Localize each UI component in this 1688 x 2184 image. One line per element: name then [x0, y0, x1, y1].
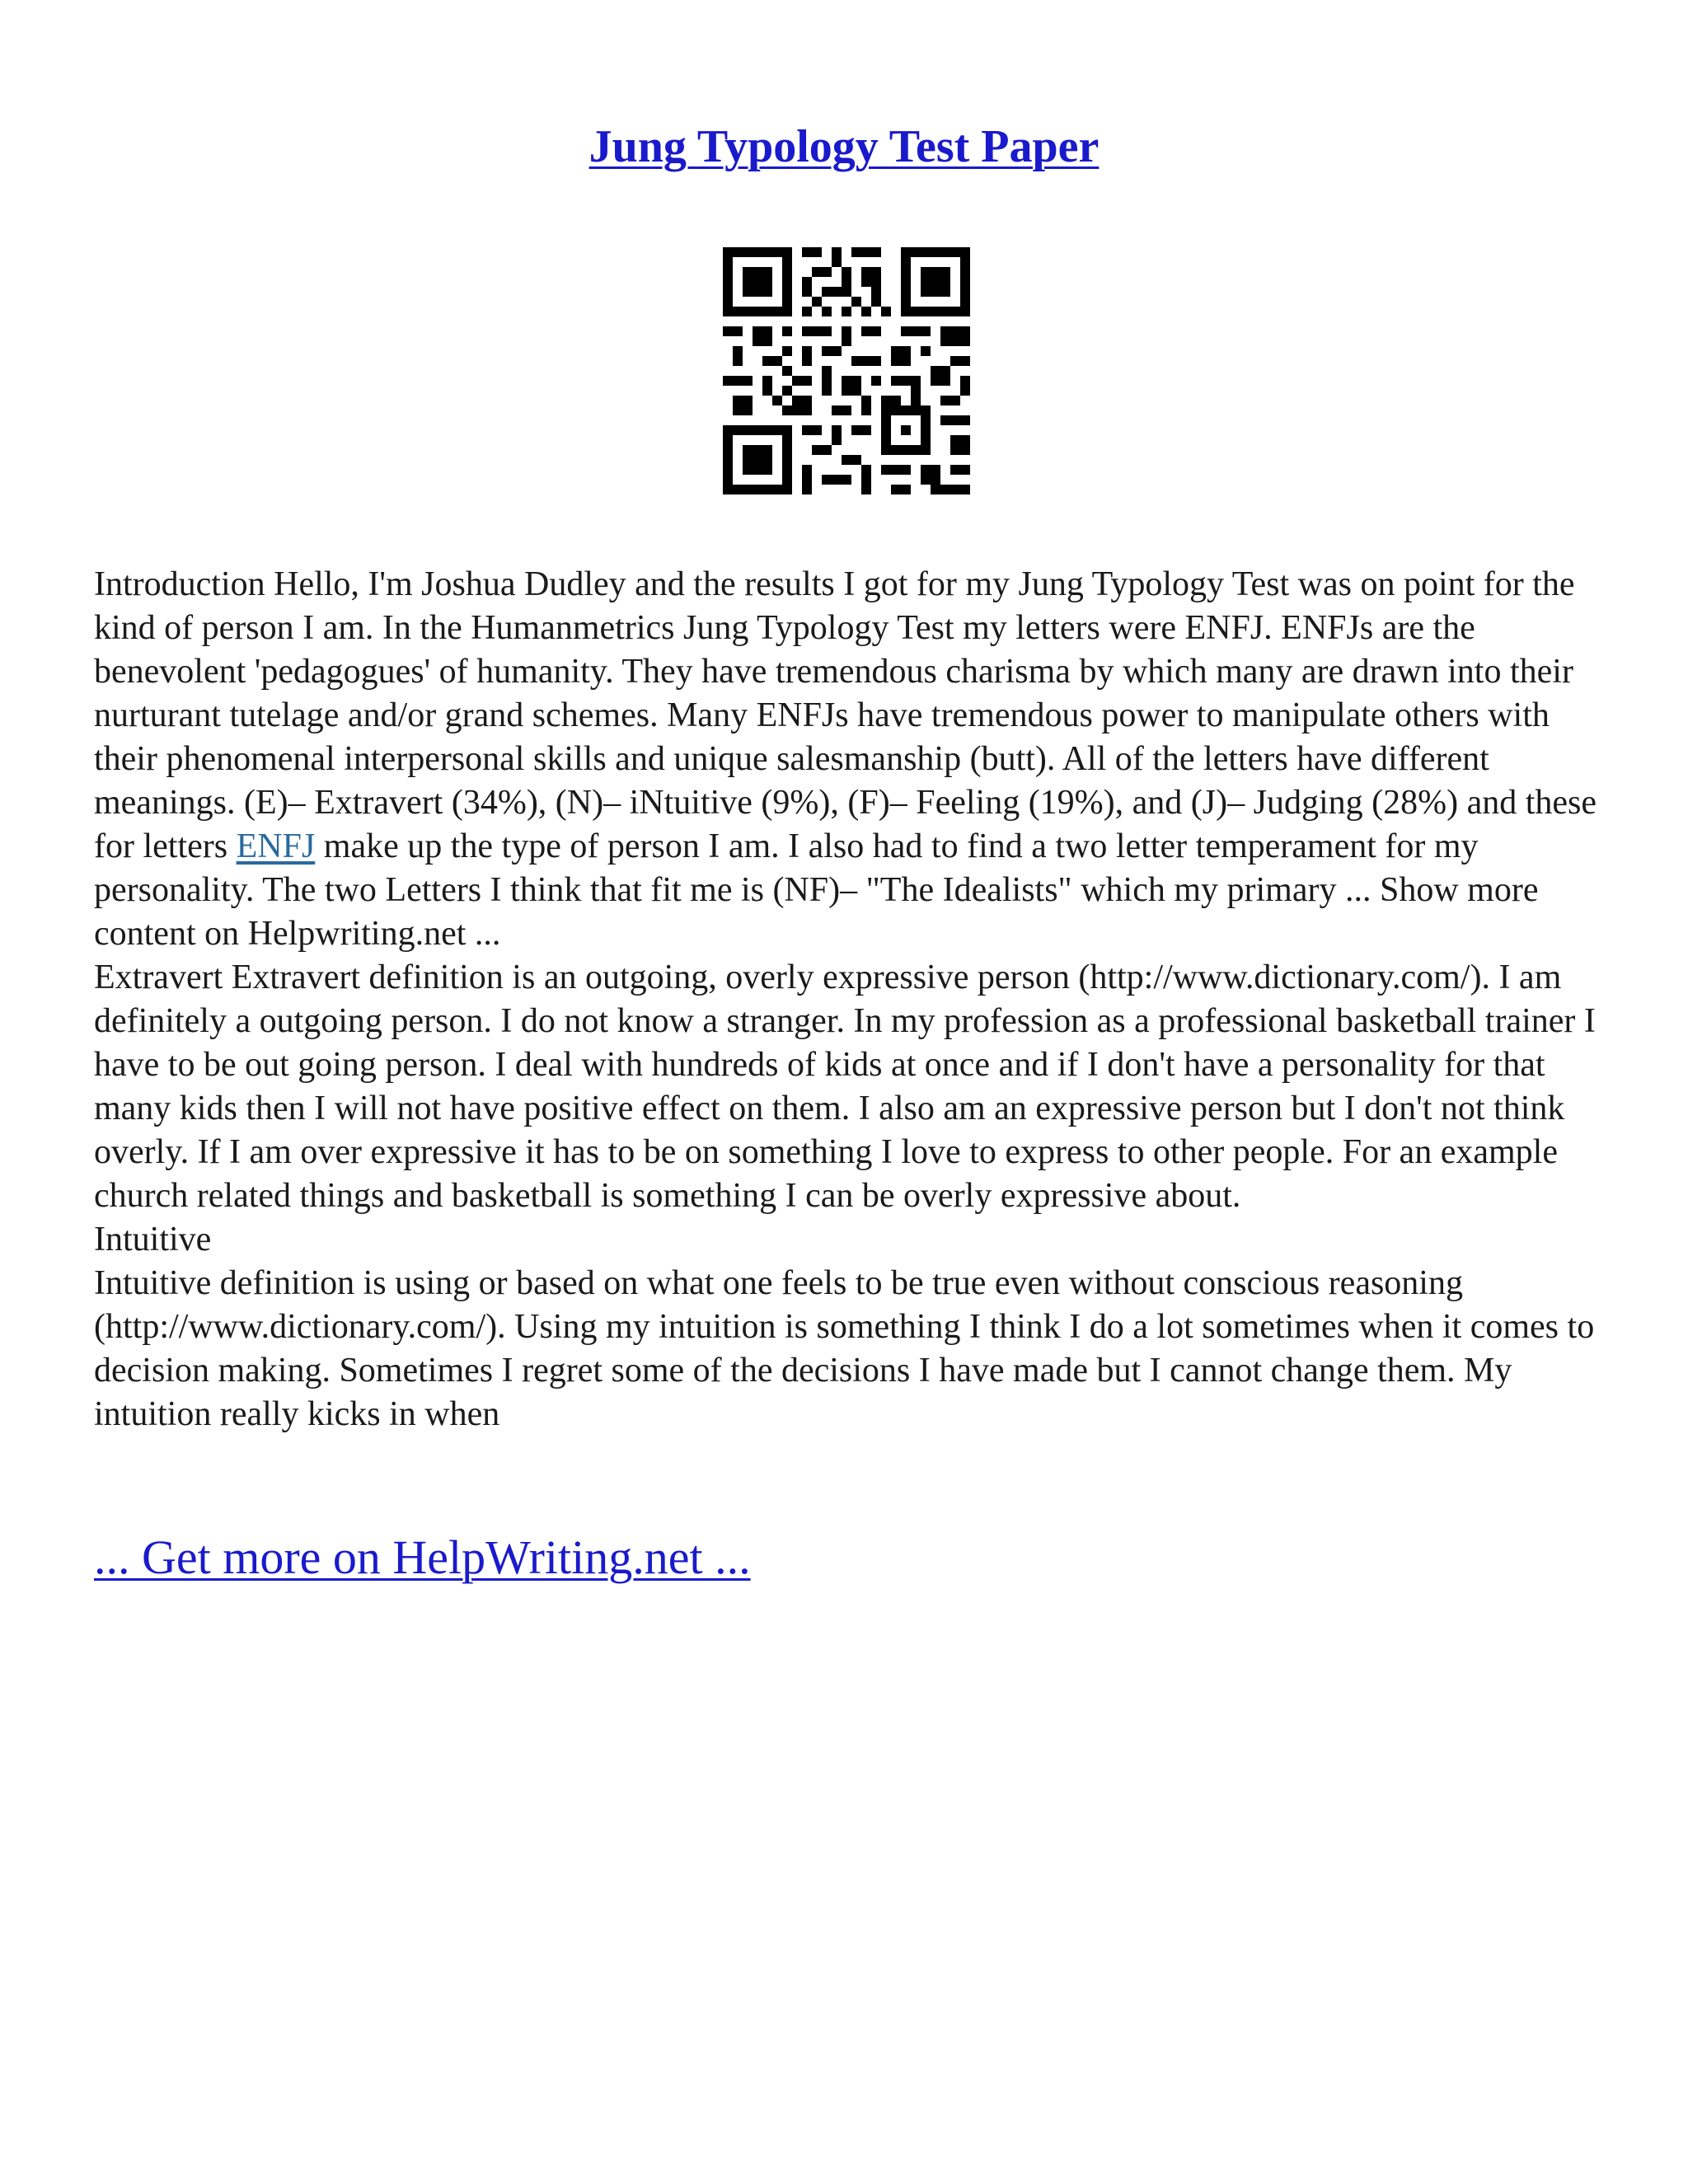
- article-body: [94, 563, 1602, 1436]
- qr-code: [723, 247, 970, 494]
- get-more-link[interactable]: ... Get more on HelpWriting.net ...: [94, 1530, 751, 1584]
- page-title: [0, 114, 1688, 180]
- enfj-link[interactable]: ENFJ: [236, 827, 316, 865]
- title-link[interactable]: Jung Typology Test Paper: [588, 121, 1100, 172]
- intuitive-paragraph: Intuitive definition is using or based on what one feels to be true even without conscious reasoning (http://www.dictionary.com/). Using my intuition is something I think I do a lot sometimes when it comes to decision making. Sometimes I regret some of the decisions I have made but I cannot change them. My intuition really kicks in when: [94, 1264, 1595, 1433]
- intuitive-heading: Intuitive: [94, 1221, 212, 1258]
- extravert-paragraph: Extravert Extravert definition is an outgoing, overly expressive person (http://www.dictionary.com/). I am definitely a outgoing person. I do not know a stranger. In my profession as a professional basketball trainer I have to be out going person. I deal with hundreds of kids at once and if I don't have a personality for that many kids then I will not have positive effect on them. I also am an expressive person but I don't not think overly. If I am over expressive it has to be on something I love to express to other people. For an example church related things and basketball is something I can be overly expressive about.: [94, 958, 1596, 1215]
- intro-paragraph: Introduction Hello, I'm Joshua Dudley and the results I got for my Jung Typology Test was on point for the kind of person I am. In the Humanmetrics Jung Typology Test my letters were ENFJ. ENFJs are the benevolent 'pedagogues' of humanity. They have tremendous charisma by which many are drawn into their nurturant tutelage and/or grand schemes. Many ENFJs have tremendous power to manipulate others with their phenomenal interpersonal skills and unique salesmanship (butt). All of the letters have different meanings. (E)– Extravert (34%), (N)– iNtuitive (9%), (F)– Feeling (19%), and (J)– Judging (28%) and these for letters ENFJ make up the type of person I am. I also had to find a two letter temperament for my personality. The two Letters I think that fit me is (NF)– "The Idealists" which my primary ... Show more content on Helpwriting.net ...: [94, 565, 1597, 953]
- get-more-container: [94, 1525, 751, 1591]
